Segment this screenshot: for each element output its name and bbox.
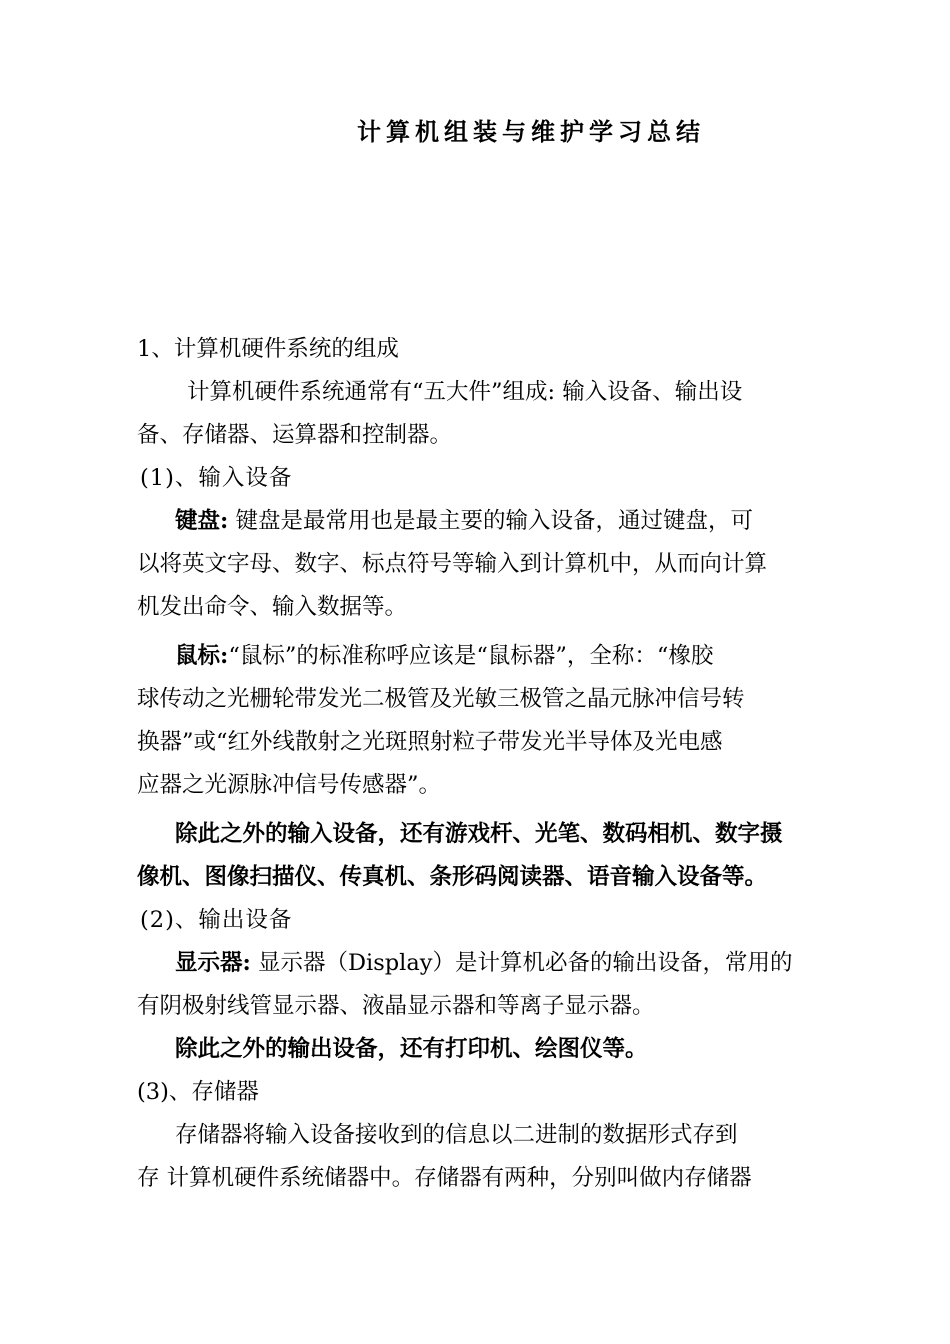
document-title: 计算机组装与维护学习总结	[357, 118, 705, 146]
paragraph-mouse-line4: 应器之光源脉冲信号传感器”。	[137, 772, 442, 798]
keyboard-text-1: 键盘是最常用也是最主要的输入设备，通过键盘，可	[228, 508, 753, 534]
paragraph-other-input-line2: 像机、图像扫描仪、传真机、条形码阅读器、语音输入设备等。	[137, 864, 768, 890]
paragraph-storage-line2: 存 计算机硬件系统储器中。存储器有两种，分别叫做内存储器	[137, 1165, 752, 1191]
paragraph-other-output: 除此之外的输出设备，还有打印机、绘图仪等。	[175, 1036, 648, 1062]
paragraph-five-components-line1: 计算机硬件系统通常有“五大件”组成: 输入设备、输出设	[187, 379, 743, 405]
term-mouse: 鼠标:	[175, 643, 229, 669]
paragraph-display-line2: 有阴极射线管显示器、液晶显示器和等离子显示器。	[137, 993, 655, 1019]
term-keyboard: 键盘:	[175, 508, 229, 534]
paragraph-keyboard-line2: 以将英文字母、数字、标点符号等输入到计算机中，从而向计算	[137, 551, 768, 577]
paragraph-mouse-line3: 换器”或“红外线散射之光斑照射粒子带发光半导体及光电感	[137, 729, 723, 755]
mouse-text-1: “鼠标”的标准称呼应该是“鼠标器”，全称：“橡胶	[228, 643, 714, 669]
paragraph-five-components-line2: 备、存储器、运算器和控制器。	[137, 422, 453, 448]
paragraph-keyboard-line3: 机发出命令、输入数据等。	[137, 594, 408, 620]
term-display: 显示器:	[175, 950, 251, 976]
document-body	[137, 328, 837, 1200]
paragraph-keyboard-line1	[137, 500, 837, 543]
paragraph-mouse-line1	[137, 635, 837, 678]
paragraph-mouse-line2: 球传动之光栅轮带发光二极管及光敏三极管之晶元脉冲信号转	[137, 686, 745, 712]
subheading-output-devices: (2)、输出设备	[140, 907, 293, 933]
paragraph-display-line1	[137, 942, 837, 985]
subheading-storage: (3)、存储器	[137, 1079, 259, 1105]
section-heading-hardware: 1、计算机硬件系统的组成	[137, 336, 399, 362]
paragraph-other-input-line1: 除此之外的输入设备，还有游戏杆、光笔、数码相机、数字摄	[175, 821, 783, 847]
subheading-input-devices: (1)、输入设备	[140, 465, 293, 491]
display-text-1: 显示器（Display）是计算机必备的输出设备，常用的	[250, 950, 793, 976]
paragraph-storage-line1: 存储器将输入设备接收到的信息以二进制的数据形式存到	[175, 1122, 738, 1148]
